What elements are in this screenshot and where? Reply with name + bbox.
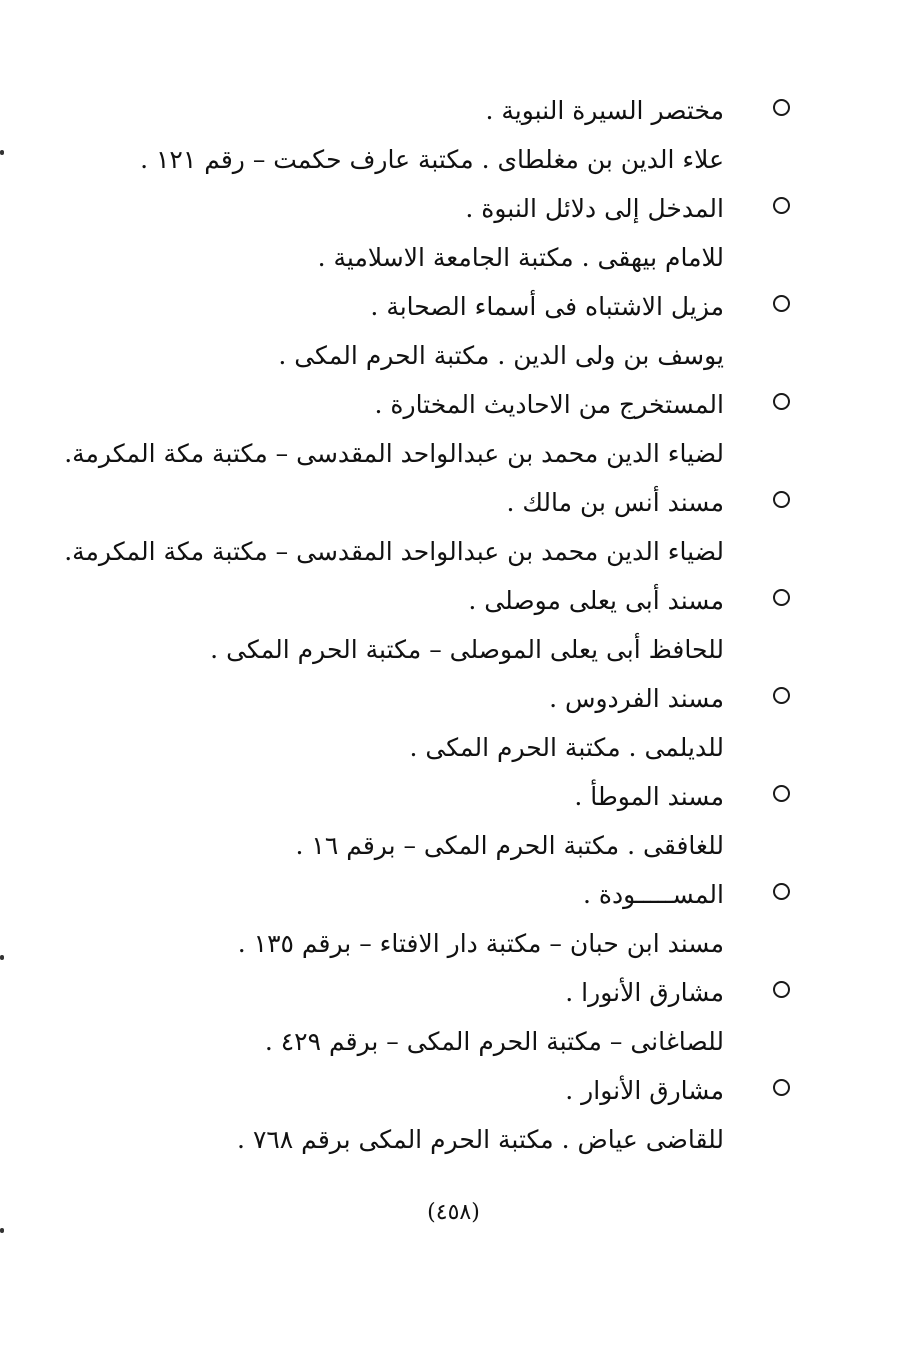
entry-title: مسند أنس بن مالك . <box>506 488 724 517</box>
circle-bullet-icon <box>773 981 790 998</box>
entry-title: المدخل إلى دلائل النبوة . <box>465 194 724 223</box>
entry-title: مشارق الأنورا . <box>565 978 724 1007</box>
entry-title: مسند أبى يعلى موصلى . <box>468 586 724 615</box>
scan-edge-mark <box>0 955 4 960</box>
circle-bullet-icon <box>773 883 790 900</box>
entry-detail: لضياء الدين محمد بن عبدالواحد المقدسى – مكتبة مكة المكرمة. <box>64 537 724 566</box>
entry-detail: لضياء الدين محمد بن عبدالواحد المقدسى – مكتبة مكة المكرمة. <box>64 439 724 468</box>
list-item <box>64 478 800 576</box>
entry-title: مشارق الأنوار . <box>565 1076 724 1105</box>
circle-bullet-icon <box>773 589 790 606</box>
list-item <box>100 968 800 1066</box>
circle-bullet-icon <box>773 197 790 214</box>
list-item <box>100 772 800 870</box>
list-item <box>100 674 800 772</box>
circle-bullet-icon <box>773 785 790 802</box>
list-item <box>100 184 800 282</box>
entry-detail: للحافظ أبى يعلى الموصلى – مكتبة الحرم المكى . <box>210 635 724 664</box>
entry-title: مسند الموطأ . <box>574 782 724 811</box>
entry-detail: مسند ابن حبان – مكتبة دار الافتاء – برقم ١٣٥ . <box>237 929 724 958</box>
page-number: (٤٥٨) <box>427 1200 480 1225</box>
bibliography-list <box>64 86 800 1164</box>
circle-bullet-icon <box>773 687 790 704</box>
circle-bullet-icon <box>773 1079 790 1096</box>
entry-title: المستخرج من الاحاديث المختارة . <box>374 390 724 419</box>
scan-edge-mark <box>0 1228 4 1233</box>
circle-bullet-icon <box>773 491 790 508</box>
entry-detail: علاء الدين بن مغلطاى . مكتبة عارف حكمت – رقم ١٢١ . <box>140 145 724 174</box>
entry-detail: للصاغانى – مكتبة الحرم المكى – برقم ٤٢٩ . <box>264 1027 724 1056</box>
entry-detail: للديلمى . مكتبة الحرم المكى . <box>409 733 724 762</box>
circle-bullet-icon <box>773 393 790 410</box>
scan-edge-mark <box>0 150 4 155</box>
entry-title: مزيل الاشتباه فى أسماء الصحابة . <box>370 292 724 321</box>
entry-title: مسند الفردوس . <box>549 684 724 713</box>
entry-detail: للامام بيهقى . مكتبة الجامعة الاسلامية . <box>317 243 724 272</box>
list-item <box>64 380 800 478</box>
entry-detail: للقاضى عياض . مكتبة الحرم المكى برقم ٧٦٨ . <box>237 1125 724 1154</box>
entry-title: مختصر السيرة النبوية . <box>485 96 724 125</box>
list-item <box>100 870 800 968</box>
list-item <box>100 282 800 380</box>
entry-detail: يوسف بن ولى الدين . مكتبة الحرم المكى . <box>278 341 724 370</box>
circle-bullet-icon <box>773 295 790 312</box>
entry-detail: للغافقى . مكتبة الحرم المكى – برقم ١٦ . <box>295 831 724 860</box>
entry-title: المســـــودة . <box>583 880 724 909</box>
list-item <box>100 1066 800 1164</box>
list-item <box>100 576 800 674</box>
circle-bullet-icon <box>773 99 790 116</box>
list-item <box>100 86 800 184</box>
